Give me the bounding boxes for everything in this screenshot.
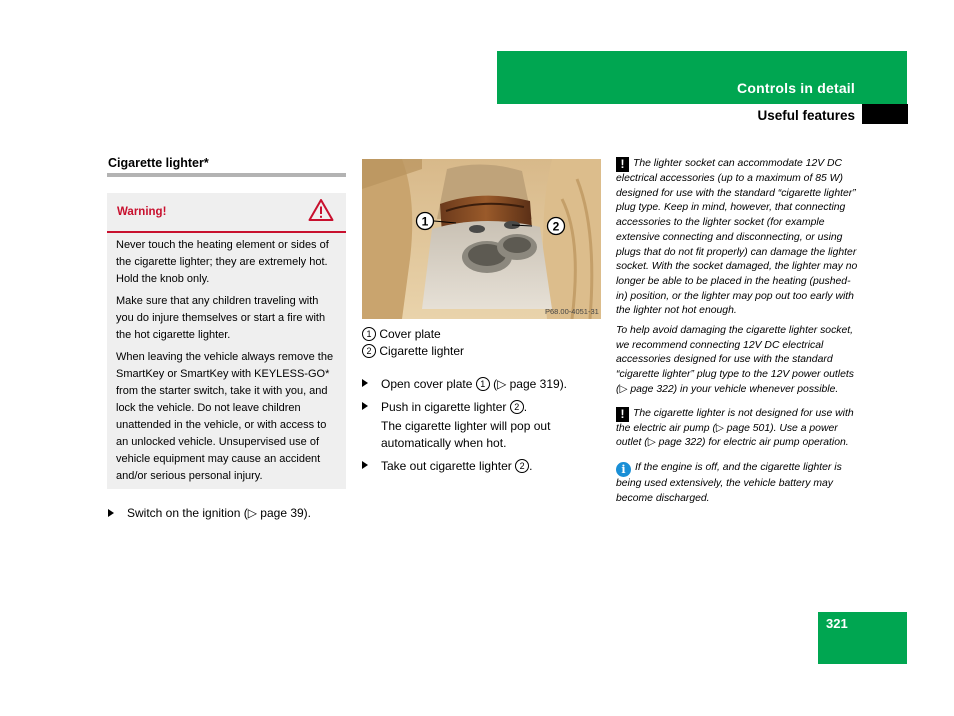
cigarette-lighter-photo bbox=[362, 159, 601, 319]
info-note bbox=[616, 461, 858, 506]
step-text: (▷ page 319). bbox=[493, 377, 568, 391]
step-text: Push in cigarette lighter bbox=[381, 400, 507, 414]
warning-divider bbox=[107, 231, 346, 233]
notes-column bbox=[616, 157, 858, 506]
step-number: 2 bbox=[515, 459, 529, 473]
step-number: 1 bbox=[476, 377, 490, 391]
legend-text: Cover plate bbox=[379, 327, 441, 341]
heading-rule bbox=[107, 173, 346, 177]
page-heading: Cigarette lighter* bbox=[108, 156, 209, 170]
instructions bbox=[362, 326, 612, 475]
warning-paragraph: Never touch the heating element or sides of the cigarette lighter; they are extremely hot. Hold the knob only. bbox=[116, 239, 329, 285]
warning-label: Warning! bbox=[117, 206, 167, 218]
info-icon: i bbox=[616, 462, 631, 477]
callout-1: 1 bbox=[421, 214, 429, 229]
step-text: Open cover plate bbox=[381, 377, 473, 391]
warning-paragraph: Make sure that any children traveling with you do injure themselves or start a fire with the hot cigarette lighter. bbox=[116, 295, 326, 341]
legend-item bbox=[362, 326, 612, 343]
warning-paragraph: When leaving the vehicle always remove the SmartKey or SmartKey with KEYLESS-GO* from the starter switch, take it with you, and lock the vehicle. Do not leave children unattended in the vehicle, or with access to an unlocked vehicle. Unsupervised use of vehicle equipment may cause an accident and/or serious personal injury. bbox=[116, 351, 334, 482]
note-text: To help avoid damaging the cigarette lighter socket, we recommend connecting 12V DC electrical accessories designed for use with the standard “cigarette lighter” plug type to the 12V power outlets (▷ page 322) in your vehicle whenever possible. bbox=[616, 325, 854, 395]
info-text: If the engine is off, and the cigarette lighter is being used extensively, the vehicle battery may become discharged. bbox=[616, 461, 842, 504]
warning-triangle-icon bbox=[308, 198, 334, 222]
instruction-step bbox=[362, 458, 612, 475]
header-bar bbox=[497, 51, 907, 104]
step-note: The cigarette lighter will pop out automatically when hot. bbox=[381, 419, 551, 450]
step-arrow-icon bbox=[362, 461, 368, 469]
note bbox=[616, 407, 858, 451]
step-arrow-icon bbox=[108, 509, 114, 517]
page-number: 321 bbox=[826, 616, 848, 631]
chapter-title: Controls in detail bbox=[737, 80, 855, 96]
exclamation-icon: ! bbox=[616, 157, 629, 172]
step-text: . bbox=[523, 400, 528, 414]
note-text: The lighter socket can accommodate 12V DC electrical accessories (up to a maximum of 85 W) designed for use with the standard “cigarette lighter” plug type. Keep in mind, however, that connecting accessories to the lighter socket (for example extensive connecting and disconnecting, or using plugs that do not fit properly) can damage the lighter socket. With the socket damaged, the lighter may no longer be able to be placed in the heating (pushed-in) position, or the lighter may pop out too early with the lighter not hot enough. bbox=[616, 158, 858, 317]
step-text: Switch on the ignition (▷ page 39). bbox=[127, 506, 312, 520]
section-title: Useful features bbox=[757, 108, 855, 123]
header-tab-marker bbox=[862, 104, 908, 124]
note-text: The cigarette lighter is not designed for use with the electric air pump (▷ page 501). Use a power outlet (▷ page 322) for electric air pump operation. bbox=[616, 407, 854, 449]
step-number: 2 bbox=[510, 400, 524, 414]
legend-number: 2 bbox=[362, 344, 376, 358]
exclamation-icon: ! bbox=[616, 407, 629, 422]
photo-code: P68.00-4051-31 bbox=[545, 307, 599, 316]
step-text: Take out cigarette lighter bbox=[381, 459, 512, 473]
step-arrow-icon bbox=[362, 402, 368, 410]
instruction-step bbox=[362, 376, 612, 393]
instruction-step bbox=[108, 506, 367, 520]
note bbox=[616, 157, 858, 319]
legend-number: 1 bbox=[362, 327, 376, 341]
instruction-step bbox=[362, 399, 612, 416]
warning-text bbox=[116, 237, 338, 490]
legend-item bbox=[362, 343, 612, 360]
step-text: . bbox=[529, 459, 533, 473]
legend-text: Cigarette lighter bbox=[379, 344, 465, 358]
callout-2: 2 bbox=[552, 219, 560, 234]
step-arrow-icon bbox=[362, 379, 368, 387]
